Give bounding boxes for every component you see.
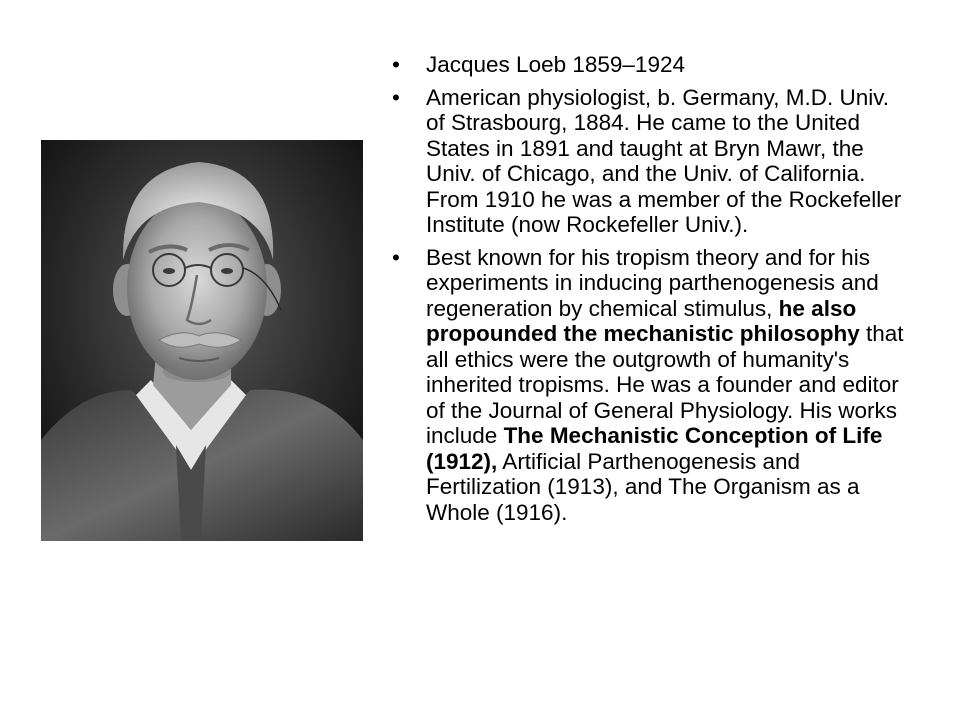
bullet-item-name	[392, 52, 912, 78]
bullet-text-part: Best known for his tropism theory and for his experiments in inducing parthenogenesis and regeneration by chemical stimulus,	[426, 244, 879, 321]
bullet-dot: •	[392, 244, 400, 270]
bullet-bold-philosophy: he also propounded the mechanistic philosophy	[426, 295, 860, 346]
bullet-item-work	[392, 245, 912, 526]
bullet-dot: •	[392, 52, 400, 77]
bullet-list	[392, 52, 912, 532]
bullet-text: American physiologist, b. Germany, M.D. Univ. of Strasbourg, 1884. He came to the United States in 1891 and taught at Bryn Mawr, the Univ. of Chicago, and the Univ. of California. From 1910 he was a member of the Rockefeller Institute (now Rockefeller Univ.).	[426, 84, 902, 237]
portrait-photo-svg	[41, 140, 363, 541]
bullet-text: Jacques Loeb 1859–1924	[426, 52, 685, 77]
portrait-photo	[41, 140, 363, 541]
bullet-bold-book-title: The Mechanistic Conception of Life (1912),	[426, 423, 883, 474]
bullet-item-biography	[392, 85, 912, 238]
bullet-text-part: that all ethics were the outgrowth of humanity's inherited tropisms. He was a founder and editor of the Journal of General Physiology. His works include	[426, 321, 904, 448]
bullet-text-part: Artificial Parthenogenesis and Fertilization (1913), and The Organism as a Whole (1916).	[426, 448, 860, 525]
bullet-dot: •	[392, 84, 400, 110]
